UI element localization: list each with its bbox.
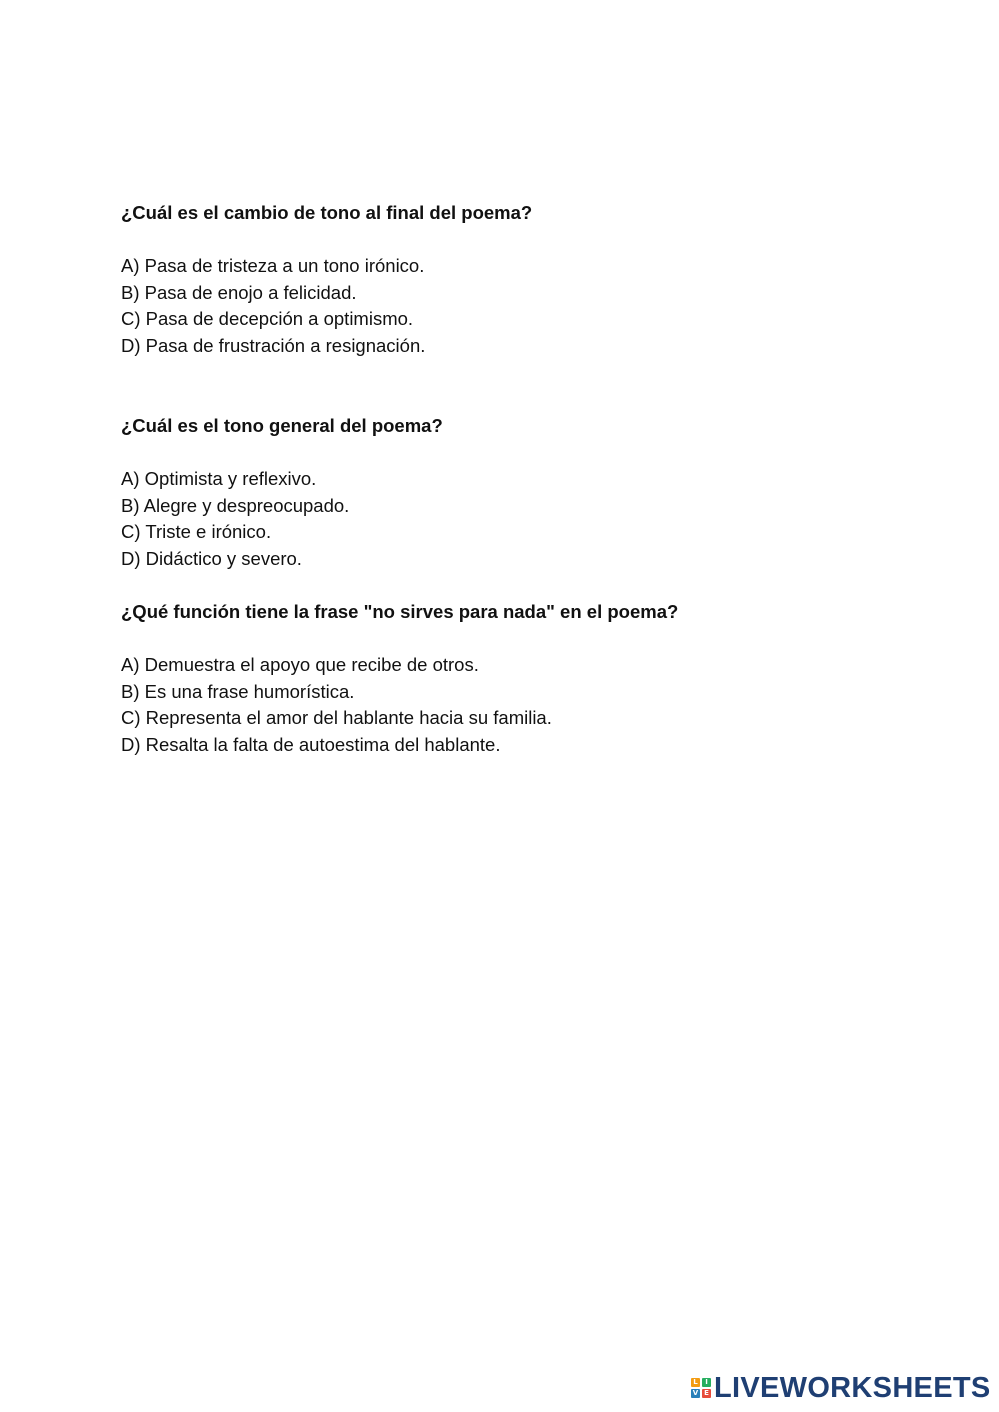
question-1-option-a: A) Pasa de tristeza a un tono irónico. [121,255,425,276]
question-3-option-b: B) Es una frase humorística. [121,680,355,702]
question-1-option-d: D) Pasa de frustración a resignación. [121,334,426,356]
logo-mark-i: I [702,1378,711,1387]
liveworksheets-logo-icon [691,1378,711,1398]
question-2-text: ¿Cuál es el tono general del poema? [121,415,443,436]
question-block-2 [121,413,443,572]
liveworksheets-logo [691,1374,991,1402]
question-3-option-c: C) Representa el amor del hablante hacia su familia. [121,707,552,728]
question-3-text: ¿Qué función tiene la frase "no sirves para nada" en el poema? [121,601,679,622]
logo-mark-v: V [692,1389,699,1397]
question-2-option-a: A) Optimista y reflexivo. [121,468,317,489]
question-1-text: ¿Cuál es el cambio de tono al final del poema? [121,202,533,223]
logo-mark-l: L [691,1378,700,1387]
liveworksheets-logo-text: LIVEWORKSHEETS [714,1372,991,1404]
question-1-option-b: B) Pasa de enojo a felicidad. [121,281,357,303]
question-1-option-c: C) Pasa de decepción a optimismo. [121,308,414,329]
question-block-3 [121,599,678,758]
question-2-option-d: D) Didáctico y severo. [121,547,302,569]
question-2-option-c: C) Triste e irónico. [121,521,272,542]
question-2-options [121,466,443,572]
question-3-option-a: A) Demuestra el apoyo que recibe de otros. [121,654,479,675]
question-2-option-b: B) Alegre y despreocupado. [121,494,350,516]
question-1-options [121,253,532,359]
question-block-1 [121,200,532,359]
question-3-option-d: D) Resalta la falta de autoestima del hablante. [121,733,501,755]
question-3-options [121,652,678,758]
logo-mark-e: E [702,1389,711,1398]
